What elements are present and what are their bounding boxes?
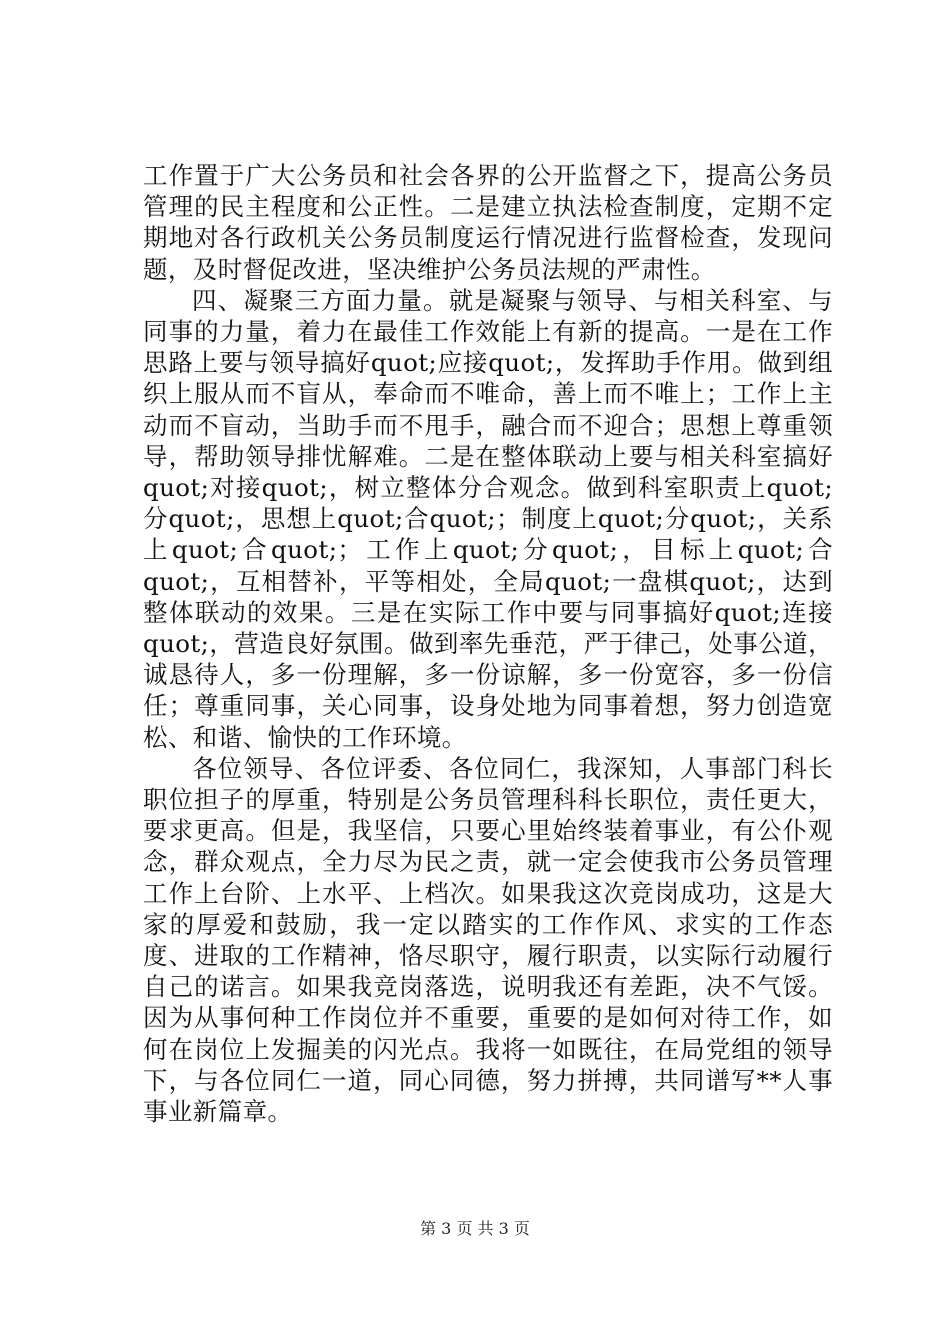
document-body [143, 160, 833, 1127]
page-number-footer: 第 3 页 共 3 页 [420, 1219, 530, 1238]
paragraph-supervision: 工作置于广大公务员和社会各界的公开监督之下，提高公务员管理的民主程度和公正性。二是建立执法检查制度，定期不定期地对各行政机关公务员制度运行情况进行监督检查，发现问题，及时督促改进，坚决维护公务员法规的严肃性。 [143, 161, 833, 284]
paragraph-closing: 各位领导、各位评委、各位同仁，我深知，人事部门科长职位担子的厚重，特别是公务员管理科科长职位，责任更大，要求更高。但是，我坚信，只要心里始终装着事业，有公仆观念，群众观点，全力尽为民之责，就一定会使我市公务员管理工作上台阶、上水平、上档次。如果我这次竞岗成功，这是大家的厚爱和鼓励，我一定以踏实的工作作风、求实的工作态度、进取的工作精神，恪尽职守，履行职责，以实际行动履行自己的诺言。如果我竞岗落选，说明我还有差距，决不气馁。因为从事何种工作岗位并不重要，重要的是如何对待工作，如何在岗位上发掘美的闪光点。我将一如既往，在局党组的领导下，与各位同仁一道，同心同德，努力拼搏，共同谱写**人事事业新篇章。 [143, 753, 833, 1127]
paragraph-three-forces: 四、凝聚三方面力量。就是凝聚与领导、与相关科室、与同事的力量，着力在最佳工作效能上有新的提高。一是在工作思路上要与领导搞好quot;应接quot;，发挥助手作用。做到组织上服从而不盲从，奉命而不唯命，善上而不唯上；工作上主动而不盲动，当助手而不甩手，融合而不迎合；思想上尊重领导，帮助领导排忧解难。二是在整体联动上要与相关科室搞好quot;对接quot;，树立整体分合观念。做到科室职责上quot;分quot;，思想上quot;合quot;；制度上quot;分quot;，关系上quot;合quot;；工作上quot;分quot;，目标上quot;合quot;，互相替补，平等相处，全局quot;一盘棋quot;，达到整体联动的效果。三是在实际工作中要与同事搞好quot;连接quot;，营造良好氛围。做到率先垂范，严于律己，处事公道，诚恳待人，多一份理解，多一份谅解，多一份宽容，多一份信任；尊重同事，关心同事，设身处地为同事着想，努力创造宽松、和谐、愉快的工作环境。 [143, 285, 833, 752]
